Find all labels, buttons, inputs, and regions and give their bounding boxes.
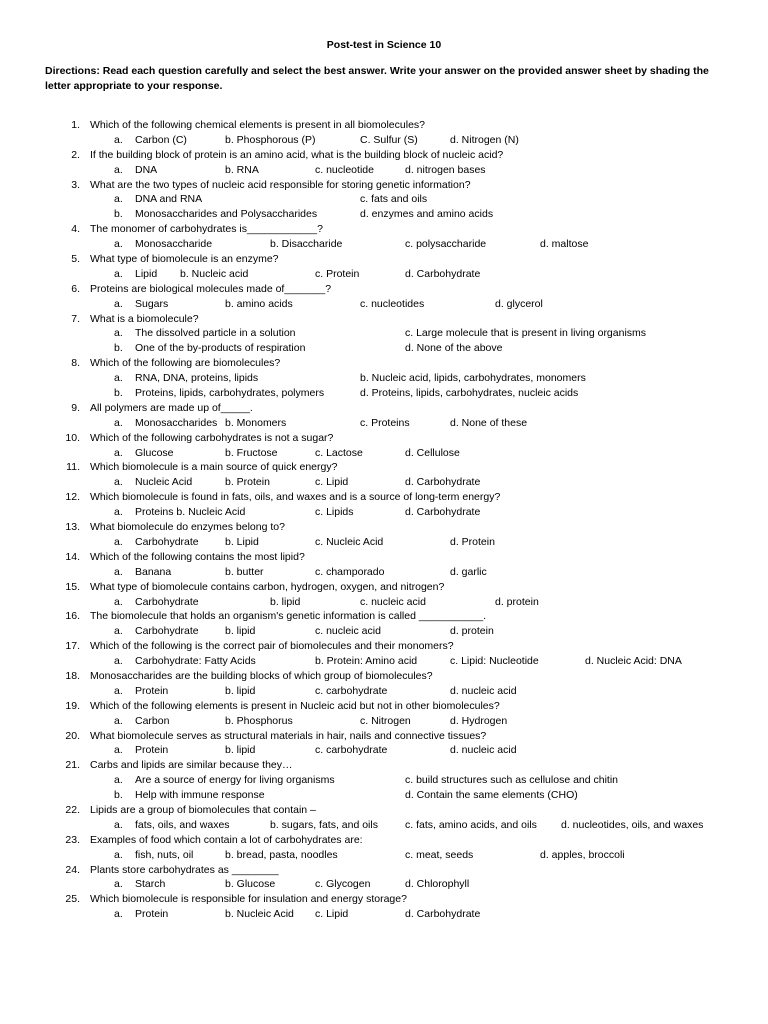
question-item [0, 431, 768, 446]
answer-choice: d. glycerol [495, 297, 543, 310]
choice-marker: a. [114, 267, 123, 280]
answer-choice: b. bread, pasta, noodles [225, 848, 338, 861]
question-text: Which biomolecule is responsible for insulation and energy storage? [90, 893, 407, 906]
answer-choice: c. Proteins [360, 416, 410, 429]
answer-choice: Sugars [135, 297, 169, 310]
choices-row [0, 684, 768, 699]
answer-choice: d. Proteins, lipids, carbohydrates, nucleic acids [360, 387, 579, 400]
answer-choice: d. enzymes and amino acids [360, 208, 494, 221]
answer-choice: c. Lipid: Nucleotide [450, 655, 539, 668]
choice-marker: a. [114, 744, 123, 757]
choice-marker: a. [114, 848, 123, 861]
answer-choice: d. protein [495, 595, 539, 608]
answer-choice: d. nitrogen bases [405, 163, 486, 176]
choice-marker: a. [114, 476, 123, 489]
question-text: What biomolecule do enzymes belong to? [90, 521, 285, 534]
answer-choice: Starch [135, 878, 166, 891]
question-text: Lipids are a group of biomolecules that contain – [90, 803, 316, 816]
answer-choice: b. amino acids [225, 297, 293, 310]
answer-choice: c. Protein [315, 267, 360, 280]
question-number: 14. [65, 550, 80, 563]
answer-choice: b. butter [225, 565, 264, 578]
choices-row [0, 773, 768, 788]
question-item [0, 609, 768, 624]
answer-choice: d. nucleic acid [450, 684, 517, 697]
question-item [0, 282, 768, 297]
question-number: 15. [65, 580, 80, 593]
answer-choice: One of the by-products of respiration [135, 342, 306, 355]
answer-choice: d. nucleotides, oils, and waxes [561, 818, 704, 831]
question-item [0, 729, 768, 744]
question-item [0, 892, 768, 907]
choice-marker: b. [114, 789, 123, 802]
question-number: 1. [71, 119, 80, 131]
question-number: 9. [71, 401, 80, 414]
question-text: What type of biomolecule is an enzyme? [90, 253, 279, 266]
question-text: What is a biomolecule? [90, 312, 199, 325]
page-title: Post-test in Science 10 [326, 39, 442, 51]
choice-marker: a. [114, 908, 123, 921]
question-number: 8. [71, 357, 80, 370]
answer-choice: fish, nuts, oil [135, 848, 194, 861]
answer-choice: b. Nucleic acid, lipids, carbohydrates, monomers [360, 372, 586, 385]
answer-choice: c. nucleic acid [315, 625, 381, 638]
choices-row [0, 416, 768, 431]
answer-choice: c. Nucleic Acid [315, 535, 384, 548]
answer-choice: c. fats, amino acids, and oils [405, 818, 537, 831]
answer-choice: c. Lactose [315, 446, 363, 459]
choice-marker: a. [114, 655, 123, 668]
question-number: 6. [71, 282, 80, 295]
answer-choice: c. carbohydrate [315, 684, 388, 697]
answer-choice: c. polysaccharide [405, 238, 487, 251]
answer-choice: d. None of these [450, 416, 528, 429]
answer-choice: b. Protein [225, 476, 270, 489]
choice-marker: a. [114, 327, 123, 340]
question-text: What biomolecule serves as structural materials in hair, nails and connective tissues? [90, 729, 487, 742]
question-text: Which biomolecule is found in fats, oils, and waxes and is a source of long-term energy? [90, 491, 501, 504]
choices-row [0, 371, 768, 386]
question-item [0, 580, 768, 595]
answer-choice: b. Lipid [225, 535, 259, 548]
answer-choice: Carbohydrate [135, 595, 199, 608]
answer-choice: d. protein [450, 625, 494, 638]
choices-row [0, 714, 768, 729]
answer-choice: c. fats and oils [360, 193, 428, 206]
answer-choice: DNA [135, 163, 158, 176]
question-text: Which of the following chemical elements is present in all biomolecules? [90, 119, 425, 131]
answer-choice: d. Protein [450, 535, 495, 548]
question-text: What are the two types of nucleic acid responsible for storing genetic information? [90, 178, 471, 191]
answer-choice: c. build structures such as cellulose and chitin [405, 774, 619, 787]
choice-marker: a. [114, 446, 123, 459]
answer-choice: The dissolved particle in a solution [135, 327, 296, 340]
question-number: 7. [71, 312, 80, 325]
answer-choice: Nucleic Acid [135, 476, 193, 489]
choice-marker: a. [114, 372, 123, 385]
answer-choice: d. Carbohydrate [405, 506, 481, 519]
answer-choice: Monosaccharides and Polysaccharides [135, 208, 318, 221]
answer-choice: Protein [135, 908, 169, 921]
answer-choice: d. garlic [450, 565, 487, 578]
answer-choice: Carbohydrate [135, 625, 199, 638]
question-item [0, 833, 768, 848]
answer-choice: c. meat, seeds [405, 848, 474, 861]
answer-choice: fats, oils, and waxes [135, 818, 230, 831]
answer-choice: Help with immune response [135, 789, 265, 802]
answer-choice: Carbon (C) [135, 133, 187, 146]
answer-choice: d. maltose [540, 238, 589, 251]
answer-choice: c. nucleotides [360, 297, 425, 310]
answer-choice: b. Fructose [225, 446, 278, 459]
question-text: All polymers are made up of_____. [90, 401, 253, 414]
answer-choice: b. lipid [225, 744, 256, 757]
answer-choice: Protein [135, 684, 169, 697]
answer-choice: b. Phosphorus [225, 714, 293, 727]
choices-row [0, 267, 768, 282]
answer-choice: b. sugars, fats, and oils [270, 818, 378, 831]
answer-choice: d. Carbohydrate [405, 908, 481, 921]
question-item [0, 699, 768, 714]
answer-choice: c. nucleic acid [360, 595, 426, 608]
question-number: 2. [71, 148, 80, 161]
answer-choice: c. Lipids [315, 506, 354, 519]
answer-choice: d. Cellulose [405, 446, 460, 459]
answer-choice: d. Nucleic Acid: DNA [585, 655, 682, 668]
question-text: What type of biomolecule contains carbon, hydrogen, oxygen, and nitrogen? [90, 580, 445, 593]
question-number: 12. [65, 491, 80, 504]
question-number: 13. [65, 521, 80, 534]
answer-choice: d. Contain the same elements (CHO) [405, 789, 578, 802]
choice-marker: a. [114, 684, 123, 697]
question-text: If the building block of protein is an amino acid, what is the building block of nucleic acid? [90, 148, 504, 161]
choice-marker: a. [114, 416, 123, 429]
question-number: 22. [65, 803, 80, 816]
choice-marker: a. [114, 506, 123, 519]
answer-choice: c. nucleotide [315, 163, 374, 176]
question-item [0, 356, 768, 371]
question-number: 24. [65, 863, 80, 876]
question-text: Plants store carbohydrates as ________ [90, 863, 279, 876]
answer-choice: b. Nucleic Acid [225, 908, 294, 921]
choices-row [0, 386, 768, 401]
answer-choice: b. Nucleic acid [180, 267, 249, 280]
answer-choice: Monosaccharide [135, 238, 213, 251]
question-item [0, 520, 768, 535]
question-item [0, 758, 768, 773]
answer-choice: Glucose [135, 446, 174, 459]
answer-choice: b. lipid [270, 595, 301, 608]
answer-choice: d. Carbohydrate [405, 476, 481, 489]
question-text: Which of the following is the correct pair of biomolecules and their monomers? [90, 640, 454, 653]
question-number: 3. [71, 178, 80, 191]
choices-row [0, 654, 768, 669]
answer-choice: d. Hydrogen [450, 714, 508, 727]
question-text: Examples of food which contain a lot of carbohydrates are: [90, 833, 363, 846]
question-item [0, 803, 768, 818]
question-text: Proteins are biological molecules made of_______? [90, 282, 332, 295]
answer-choice: Lipid [135, 267, 158, 280]
answer-choice: RNA, DNA, proteins, lipids [135, 372, 259, 385]
answer-choice: b. RNA [225, 163, 259, 176]
choice-marker: a. [114, 238, 123, 251]
question-item [0, 118, 768, 133]
question-item [0, 490, 768, 505]
choices-row [0, 595, 768, 610]
answer-choice: b. lipid [225, 684, 256, 697]
choice-marker: a. [114, 535, 123, 548]
question-item [0, 178, 768, 193]
question-number: 20. [65, 729, 80, 742]
question-number: 25. [65, 893, 80, 906]
question-text: Which biomolecule is a main source of quick energy? [90, 461, 338, 474]
question-text: Which of the following contains the most lipid? [90, 550, 305, 563]
answer-choice: c. carbohydrate [315, 744, 388, 757]
answer-choice: b. Glucose [225, 878, 276, 891]
question-item [0, 222, 768, 237]
answer-choice: Proteins, lipids, carbohydrates, polymers [135, 387, 325, 400]
choices-row [0, 133, 768, 148]
question-number: 19. [65, 699, 80, 712]
choices-row [0, 907, 768, 922]
answer-choice: Carbon [135, 714, 170, 727]
directions-text: Directions: Read each question carefully and select the best answer. Write your answer on the provided answer sheet by shading the letter appropriate to your response. [45, 65, 709, 92]
question-item [0, 252, 768, 267]
choices-row [0, 446, 768, 461]
choices-row [0, 297, 768, 312]
answer-choice: DNA and RNA [135, 193, 203, 206]
answer-choice: b. Monomers [225, 416, 287, 429]
answer-choice: d. Carbohydrate [405, 267, 481, 280]
answer-choice: c. champorado [315, 565, 385, 578]
choices-row [0, 848, 768, 863]
answer-choice: Protein [135, 744, 169, 757]
question-item [0, 401, 768, 416]
question-item [0, 669, 768, 684]
answer-choice: Proteins b. Nucleic Acid [135, 506, 246, 519]
choices-row [0, 326, 768, 341]
choices-row [0, 624, 768, 639]
question-item [0, 550, 768, 565]
answer-choice: d. nucleic acid [450, 744, 517, 757]
answer-choice: c. Large molecule that is present in living organisms [405, 327, 647, 340]
choices-row [0, 743, 768, 758]
question-text: The biomolecule that holds an organism's genetic information is called ___________. [90, 610, 487, 623]
answer-choice: d. apples, broccoli [540, 848, 625, 861]
answer-choice: d. Nitrogen (N) [450, 133, 519, 146]
choices-row [0, 192, 768, 207]
question-text: Which of the following carbohydrates is not a sugar? [90, 431, 334, 444]
choice-marker: a. [114, 133, 123, 146]
answer-choice: Are a source of energy for living organisms [135, 774, 335, 787]
answer-choice: Banana [135, 565, 172, 578]
choices-row [0, 788, 768, 803]
question-number: 11. [66, 461, 80, 474]
answer-choice: c. Glycogen [315, 878, 371, 891]
answer-choice: Carbohydrate [135, 535, 199, 548]
choices-row [0, 207, 768, 222]
choice-marker: a. [114, 193, 123, 206]
answer-choice: c. Nitrogen [360, 714, 411, 727]
question-number: 23. [65, 833, 80, 846]
question-text: Which of the following elements is present in Nucleic acid but not in other biomolecules? [90, 699, 500, 712]
answer-choice: Carbohydrate: Fatty Acids [135, 655, 256, 668]
question-number: 10. [65, 431, 80, 444]
choice-marker: a. [114, 774, 123, 787]
choices-row [0, 877, 768, 892]
question-number: 21. [65, 759, 80, 772]
question-number: 17. [65, 640, 80, 653]
choice-marker: a. [114, 625, 123, 638]
choices-row [0, 505, 768, 520]
answer-choice: b. Protein: Amino acid [315, 655, 418, 668]
question-item [0, 148, 768, 163]
answer-choice: c. Lipid [315, 476, 349, 489]
question-text: Carbs and lipids are similar because they… [90, 759, 293, 772]
question-number: 5. [71, 253, 80, 266]
choices-row [0, 163, 768, 178]
answer-choice: b. lipid [225, 625, 256, 638]
answer-choice: b. Disaccharide [270, 238, 343, 251]
answer-choice: d. None of the above [405, 342, 503, 355]
choices-row [0, 818, 768, 833]
choice-marker: a. [114, 595, 123, 608]
question-item [0, 639, 768, 654]
question-list [0, 118, 768, 922]
choices-row [0, 535, 768, 550]
choice-marker: a. [114, 163, 123, 176]
question-number: 18. [65, 669, 80, 682]
choice-marker: b. [114, 342, 123, 355]
question-item [0, 312, 768, 327]
choice-marker: a. [114, 297, 123, 310]
question-text: Which of the following are biomolecules? [90, 357, 281, 370]
question-number: 4. [71, 223, 80, 236]
question-number: 16. [65, 610, 80, 623]
choices-row [0, 565, 768, 580]
answer-choice: C. Sulfur (S) [360, 133, 418, 146]
choice-marker: b. [114, 387, 123, 400]
question-item [0, 460, 768, 475]
answer-choice: d. Chlorophyll [405, 878, 470, 891]
answer-choice: b. Phosphorous (P) [225, 133, 316, 146]
choice-marker: a. [114, 565, 123, 578]
answer-choice: c. Lipid [315, 908, 349, 921]
question-item [0, 863, 768, 878]
choices-row [0, 341, 768, 356]
choice-marker: a. [114, 818, 123, 831]
answer-choice: Monosaccharides [135, 416, 218, 429]
choice-marker: b. [114, 208, 123, 221]
question-text: The monomer of carbohydrates is____________? [90, 223, 323, 236]
choices-row [0, 237, 768, 252]
choice-marker: a. [114, 878, 123, 891]
choice-marker: a. [114, 714, 123, 727]
choices-row [0, 475, 768, 490]
question-text: Monosaccharides are the building blocks of which group of biomolecules? [90, 669, 433, 682]
